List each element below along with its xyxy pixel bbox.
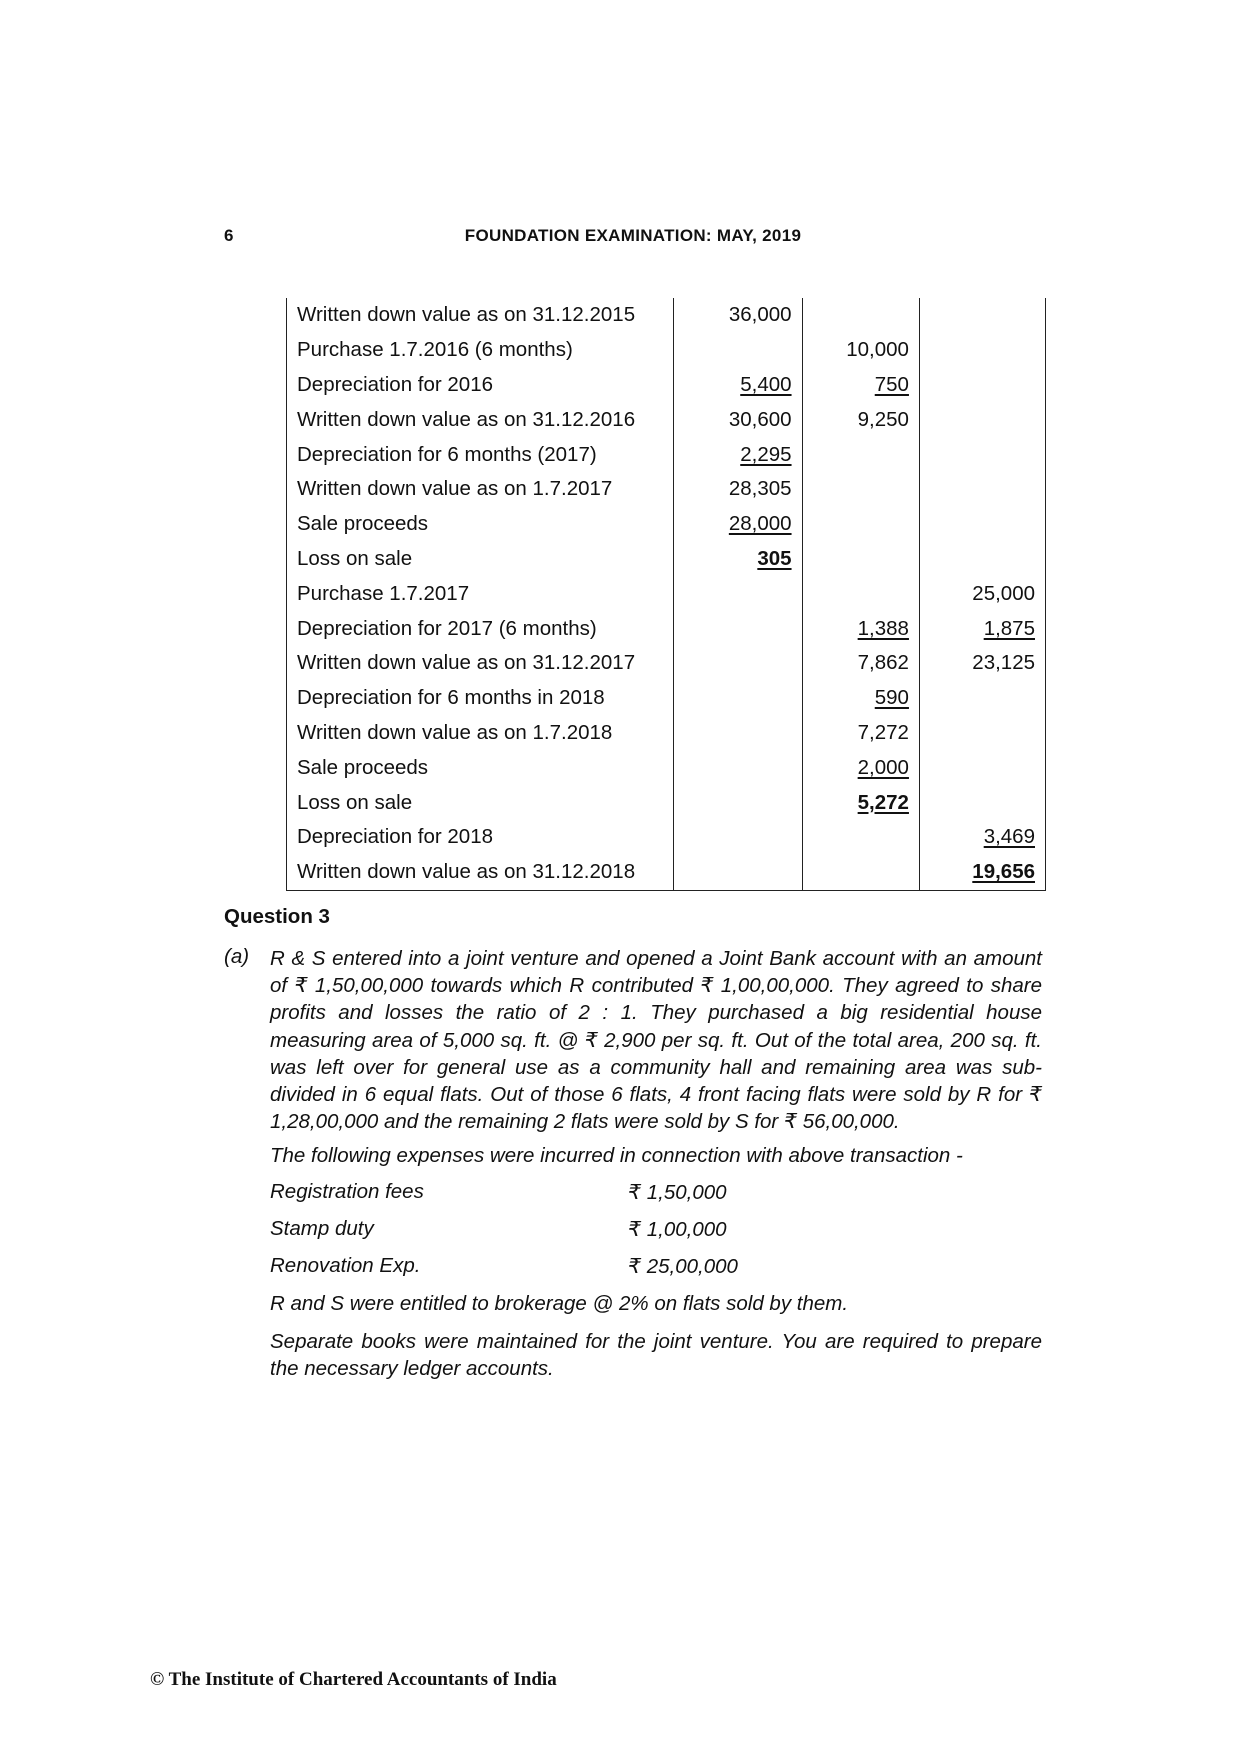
row-description: Written down value as on 31.12.2018 <box>287 855 674 890</box>
column-3-value <box>919 507 1045 542</box>
column-1-value <box>673 646 802 681</box>
row-description: Purchase 1.7.2017 <box>287 576 674 611</box>
column-1-value <box>673 820 802 855</box>
table-row <box>287 681 1046 716</box>
column-2-value: 5,272 <box>857 790 909 814</box>
row-description: Sale proceeds <box>287 507 674 542</box>
question-paragraph: R & S entered into a joint venture and opened a Joint Bank account with an amount of ₹ 1,50,00,000 towards which R contributed ₹ 1,00,00,000. They agreed to share profits and losses the ratio of 2 : 1. They purchased a big residential house measuring area of 5,000 sq. ft. @ ₹ 2,900 per sq. ft. Out of the total area, 200 sq. ft. was left over for general use as a community hall and remaining area was sub-divided in 6 equal flats. Out of those 6 flats, 4 front facing flats were sold by R for ₹ 1,28,00,000 and the remaining 2 flats were sold by S for ₹ 56,00,000. <box>270 947 1042 1134</box>
column-2-value <box>802 472 919 507</box>
table-row <box>287 611 1046 646</box>
column-2-value <box>802 298 919 333</box>
column-1-value <box>673 576 802 611</box>
expense-label: Stamp duty <box>270 1217 374 1240</box>
column-1-value <box>673 611 802 646</box>
row-description: Written down value as on 1.7.2017 <box>287 472 674 507</box>
column-1-value <box>673 681 802 716</box>
column-3-value <box>919 681 1045 716</box>
row-description: Written down value as on 31.12.2015 <box>287 298 674 333</box>
row-description: Loss on sale <box>287 542 674 577</box>
column-3-value <box>919 437 1045 472</box>
table-row <box>287 646 1046 681</box>
column-1-value: 36,000 <box>673 298 802 333</box>
column-3-value <box>919 542 1045 577</box>
depreciation-table <box>286 298 1046 891</box>
column-3-value <box>919 402 1045 437</box>
expense-amount: ₹ 1,00,000 <box>628 1218 727 1241</box>
column-2-value: 10,000 <box>802 333 919 368</box>
table-row <box>287 437 1046 472</box>
column-1-value: 5,400 <box>740 372 792 396</box>
column-2-value: 7,272 <box>802 716 919 751</box>
column-1-value: 30,600 <box>673 402 802 437</box>
column-2-value: 1,388 <box>857 616 909 640</box>
row-description: Depreciation for 2017 (6 months) <box>287 611 674 646</box>
expense-label: Registration fees <box>270 1180 424 1203</box>
column-3-value: 25,000 <box>919 576 1045 611</box>
table-row <box>287 576 1046 611</box>
column-1-value <box>673 716 802 751</box>
column-3-value <box>919 333 1045 368</box>
table-row <box>287 472 1046 507</box>
column-2-value: 750 <box>874 372 909 396</box>
column-3-value: 23,125 <box>919 646 1045 681</box>
table-row <box>287 820 1046 855</box>
column-3-value <box>919 472 1045 507</box>
row-description: Depreciation for 6 months (2017) <box>287 437 674 472</box>
column-1-value <box>673 785 802 820</box>
table-row <box>287 750 1046 785</box>
row-description: Purchase 1.7.2016 (6 months) <box>287 333 674 368</box>
expenses-intro: The following expenses were incurred in connection with above transaction - <box>270 1144 963 1167</box>
question-part-label: (a) <box>224 945 250 968</box>
question-title: Question 3 <box>224 905 330 928</box>
table-row <box>287 298 1046 333</box>
table-row <box>287 368 1046 403</box>
column-3-value: 19,656 <box>972 860 1035 884</box>
expense-amount: ₹ 1,50,000 <box>628 1181 727 1204</box>
column-1-value: 2,295 <box>740 442 792 466</box>
column-2-value <box>802 855 919 890</box>
page-header-title: FOUNDATION EXAMINATION: MAY, 2019 <box>464 226 802 245</box>
row-description: Loss on sale <box>287 785 674 820</box>
column-3-value <box>919 716 1045 751</box>
row-description: Sale proceeds <box>287 750 674 785</box>
column-2-value: 7,862 <box>802 646 919 681</box>
column-1-value <box>673 333 802 368</box>
table-row <box>287 402 1046 437</box>
column-3-value: 3,469 <box>983 825 1035 849</box>
expense-item <box>270 1254 738 1278</box>
column-1-value: 28,000 <box>728 512 792 536</box>
expense-amount: ₹ 25,00,000 <box>628 1255 738 1278</box>
table-row <box>287 507 1046 542</box>
table-row <box>287 542 1046 577</box>
column-2-value <box>802 507 919 542</box>
table-row <box>287 785 1046 820</box>
column-3-value: 1,875 <box>983 616 1035 640</box>
column-1-value <box>673 750 802 785</box>
column-3-value <box>919 750 1045 785</box>
books-note: Separate books were maintained for the joint venture. You are required to prepare the necessary ledger accounts. <box>270 1330 1042 1381</box>
table-row <box>287 855 1046 890</box>
column-2-value: 2,000 <box>857 755 909 779</box>
column-2-value <box>802 820 919 855</box>
column-2-value <box>802 542 919 577</box>
column-1-value <box>673 855 802 890</box>
column-3-value <box>919 298 1045 333</box>
row-description: Written down value as on 31.12.2017 <box>287 646 674 681</box>
brokerage-note: R and S were entitled to brokerage @ 2% on flats sold by them. <box>270 1292 849 1315</box>
expense-item <box>270 1217 727 1241</box>
column-2-value: 590 <box>874 686 909 710</box>
page-number: 6 <box>224 226 234 245</box>
copyright-footer: © The Institute of Chartered Accountants of India <box>150 1669 557 1690</box>
row-description: Depreciation for 2018 <box>287 820 674 855</box>
column-2-value: 9,250 <box>802 402 919 437</box>
column-1-value: 28,305 <box>673 472 802 507</box>
column-3-value <box>919 785 1045 820</box>
row-description: Written down value as on 31.12.2016 <box>287 402 674 437</box>
column-2-value <box>802 576 919 611</box>
column-3-value <box>919 368 1045 403</box>
row-description: Written down value as on 1.7.2018 <box>287 716 674 751</box>
row-description: Depreciation for 6 months in 2018 <box>287 681 674 716</box>
table-row <box>287 333 1046 368</box>
table-row <box>287 716 1046 751</box>
expense-label: Renovation Exp. <box>270 1254 421 1277</box>
expense-item <box>270 1180 727 1204</box>
row-description: Depreciation for 2016 <box>287 368 674 403</box>
column-2-value <box>802 437 919 472</box>
column-1-value: 305 <box>757 546 792 570</box>
